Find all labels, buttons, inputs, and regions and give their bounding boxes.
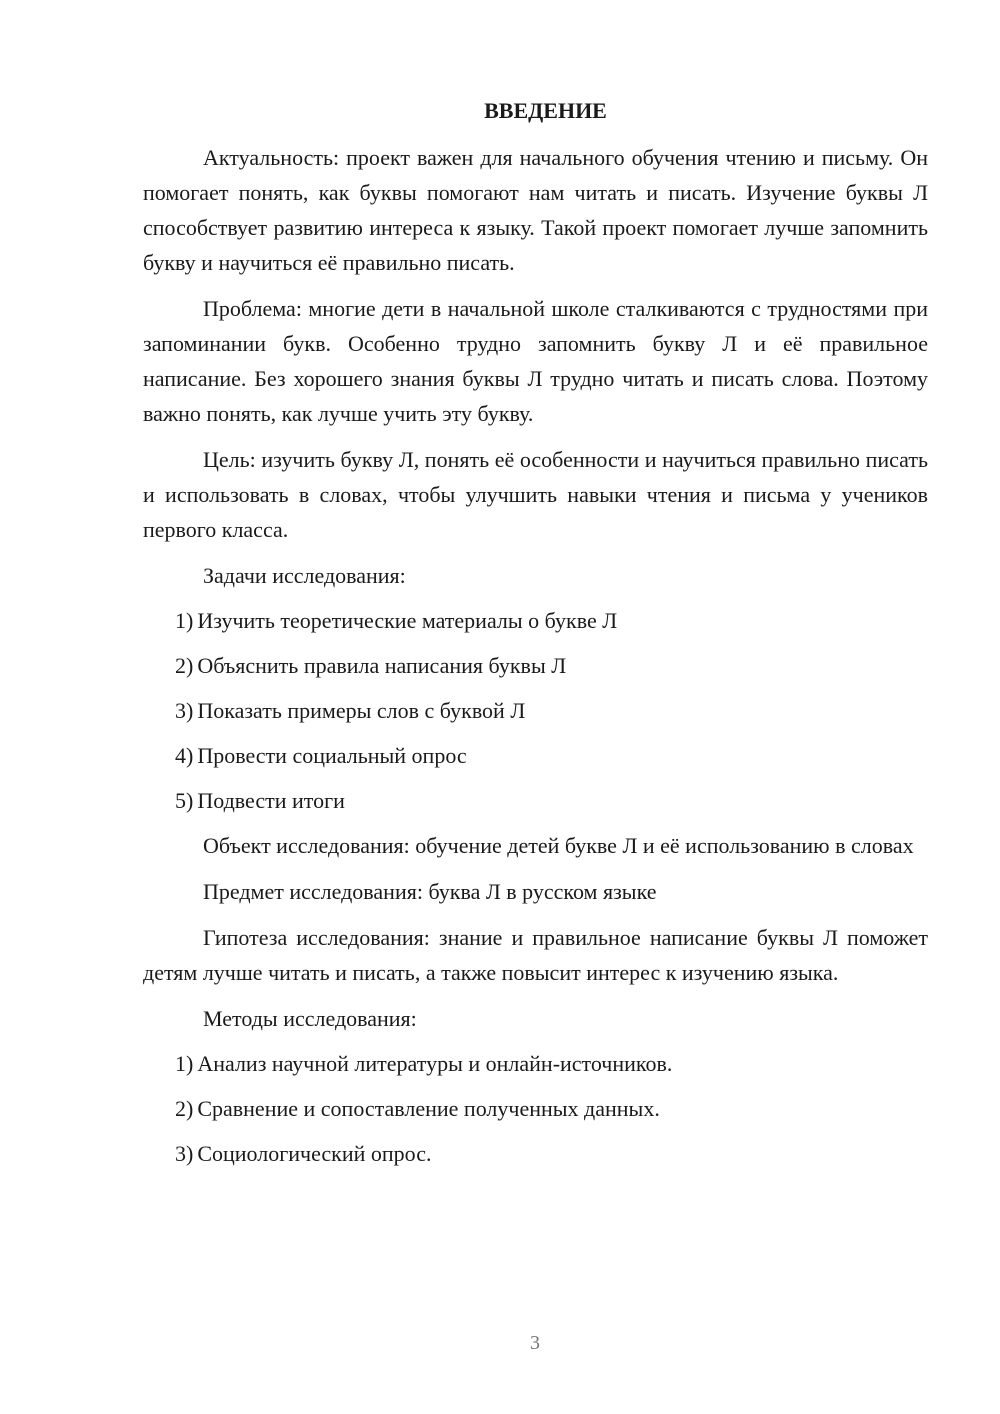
list-item-number: 1) [175,1051,194,1076]
methods-heading: Методы исследования: [203,1006,417,1031]
list-item-text: Подвести итоги [197,788,345,813]
list-item-text: Объяснить правила написания буквы Л [197,653,567,678]
list-item-text: Провести социальный опрос [197,743,467,768]
list-item-number: 1) [175,608,194,633]
list-item-number: 4) [175,743,194,768]
tasks-heading: Задачи исследования: [203,563,406,588]
list-item-text: Изучить теоретические материалы о букве Л [197,608,618,633]
goal-paragraph: Цель: изучить букву Л, понять её особенности и научиться правильно писать и использовать в словах, чтобы улучшить навыки чтения и письма у учеников первого класса. [143,447,928,542]
list-item [143,693,928,728]
list-item [143,1046,928,1081]
object-paragraph: Объект исследования: обучение детей букве Л и её использованию в словах [203,833,914,858]
subject-paragraph: Предмет исследования: буква Л в русском языке [203,879,657,904]
list-item-number: 5) [175,788,194,813]
list-item-number: 3) [175,698,194,723]
list-item [143,603,928,638]
list-item [143,648,928,683]
section-title: ВВЕДЕНИЕ [484,98,607,123]
list-item-number: 2) [175,1096,194,1121]
list-item-text: Сравнение и сопоставление полученных данных. [197,1096,660,1121]
relevance-paragraph: Актуальность: проект важен для начального обучения чтению и письму. Он помогает понять, как буквы помогают нам читать и писать. Изучение буквы Л способствует развитию интереса к языку. Такой проект помогает лучше запомнить букву и научиться её правильно писать. [143,145,928,275]
list-item-text: Показать примеры слов с буквой Л [197,698,526,723]
list-item [143,1136,928,1171]
list-item-number: 2) [175,653,194,678]
methods-list [143,1046,928,1171]
list-item-text: Социологический опрос. [197,1141,432,1166]
list-item [143,783,928,818]
hypothesis-paragraph: Гипотеза исследования: знание и правильное написание буквы Л поможет детям лучше читать и писать, а также повысит интерес к изучению языка. [143,925,928,985]
tasks-list [143,603,928,818]
page-number: 3 [530,1332,540,1354]
list-item [143,738,928,773]
list-item [143,1091,928,1126]
list-item-number: 3) [175,1141,194,1166]
problem-paragraph: Проблема: многие дети в начальной школе сталкиваются с трудностями при запоминании букв. Особенно трудно запомнить букву Л и её правильное написание. Без хорошего знания буквы Л трудно читать и писать слова. Поэтому важно понять, как лучше учить эту букву. [143,296,928,426]
document-page [143,93,928,1181]
list-item-text: Анализ научной литературы и онлайн-источников. [197,1051,673,1076]
